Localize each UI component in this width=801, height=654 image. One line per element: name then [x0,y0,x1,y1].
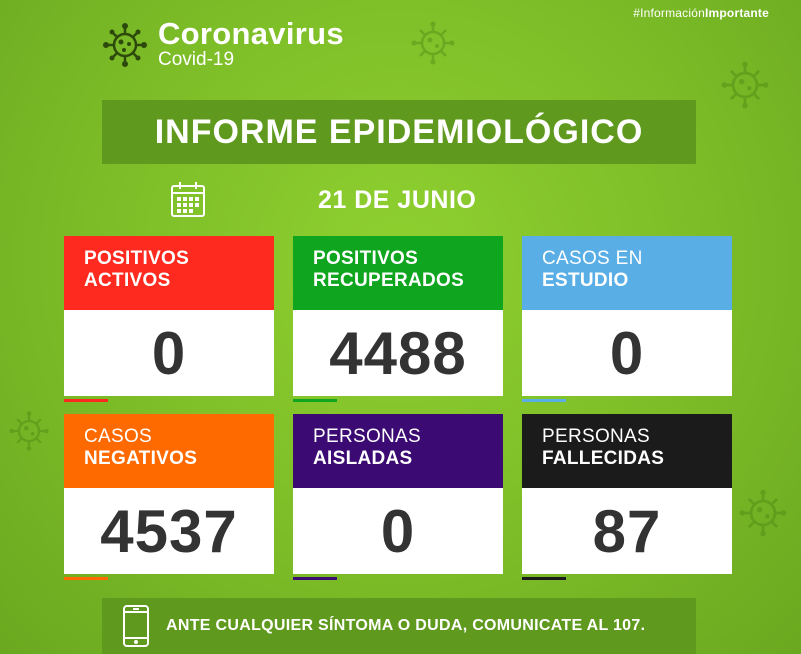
card-value: 0 [293,488,503,574]
card-value: 0 [64,310,274,396]
report-banner [102,100,696,164]
card-casos-en-estudio [522,236,732,396]
brand-subtitle: Covid-19 [158,49,235,70]
card-positivos-recuperados [293,236,503,396]
card-label-line1: POSITIVOS [84,248,190,269]
card-header [293,236,503,310]
virus-icon [410,20,456,66]
card-underline [64,577,108,580]
card-header [522,414,732,488]
card-underline [522,577,566,580]
card-label-line2: ACTIVOS [84,270,171,291]
card-underline [64,399,108,402]
card-label-line2: AISLADAS [313,448,413,469]
card-label-line2: FALLECIDAS [542,448,665,469]
card-label-line1: PERSONAS [542,426,650,447]
brand-title: Coronavirus [158,16,344,51]
card-positivos-activos [64,236,274,396]
date-row [170,180,630,220]
card-underline [522,399,566,402]
card-value: 4537 [64,488,274,574]
card-value: 4488 [293,310,503,396]
report-date: 21 DE JUNIO [318,186,477,214]
card-header [293,414,503,488]
footer-banner [102,598,696,654]
coronavirus-icon [102,22,148,68]
virus-icon [720,60,770,110]
card-header [64,414,274,488]
footer-text: ANTE CUALQUIER SÍNTOMA O DUDA, COMUNICATE AL 107. [166,617,646,634]
virus-icon [738,488,788,538]
hashtag-bold: Importante [704,6,769,20]
card-header [64,236,274,310]
card-underline [293,577,337,580]
virus-icon [8,410,50,452]
card-value: 87 [522,488,732,574]
card-underline [293,399,337,402]
card-personas-aisladas [293,414,503,574]
brand [102,18,344,71]
card-label-line1: CASOS EN [542,248,643,269]
brand-text [158,18,344,71]
card-header [522,236,732,310]
card-label-line2: RECUPERADOS [313,270,465,291]
report-title: INFORME EPIDEMIOLÓGICO [154,112,644,151]
card-casos-negativos [64,414,274,574]
calendar-icon [170,180,206,218]
card-label-line1: POSITIVOS [313,248,419,269]
hashtag [633,6,769,20]
card-label-line2: NEGATIVOS [84,448,198,469]
card-label-line2: ESTUDIO [542,270,629,291]
hashtag-prefix: #Información [633,6,705,20]
card-label-line1: CASOS [84,426,153,447]
card-personas-fallecidas [522,414,732,574]
card-value: 0 [522,310,732,396]
card-label-line1: PERSONAS [313,426,421,447]
phone-icon [122,604,150,648]
